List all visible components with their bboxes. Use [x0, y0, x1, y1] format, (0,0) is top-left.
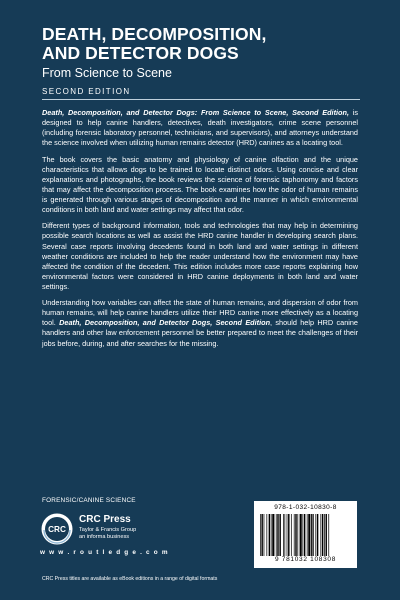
barcode-bar	[271, 514, 272, 556]
barcode-digits: 9 781032 108308	[274, 556, 337, 563]
barcode-bar	[261, 514, 262, 556]
publisher-group: Taylor & Francis Group	[79, 527, 137, 533]
title-line-2: AND DETECTOR DOGS	[42, 43, 239, 63]
description-paragraph-4	[42, 298, 358, 348]
crc-press-logo-icon	[40, 512, 74, 546]
publisher-block	[40, 512, 220, 560]
book-title	[42, 25, 382, 63]
barcode-bar	[308, 514, 310, 556]
edition-label: SECOND EDITION	[42, 87, 131, 96]
book-subtitle: From Science to Scene	[42, 66, 172, 80]
barcode-bar	[284, 514, 285, 556]
paragraph-text: , should help HRD canine handlers and other law enforcement personnel be better prepared to meet the challenges of their jobs before, during, and after searches for the missing.	[42, 318, 358, 348]
barcode-bar	[264, 514, 265, 556]
barcode-bar	[311, 514, 312, 556]
barcode-bars	[260, 514, 351, 556]
barcode-bar	[277, 514, 278, 556]
publisher-url: w w w . r o u t l e d g e . c o m	[40, 549, 169, 556]
publisher-name: CRC Press	[79, 514, 131, 525]
crc-logo-lettering: CRC	[48, 525, 66, 534]
barcode-bar	[260, 514, 261, 556]
book-title-emphasis: Death, Decomposition, and Detector Dogs, Second Edition	[59, 318, 271, 328]
barcode-bar	[295, 514, 296, 556]
description-paragraph-1	[42, 108, 358, 148]
subject-category: FORENSIC/CANINE SCIENCE	[42, 497, 136, 504]
barcode-bar	[320, 514, 321, 556]
barcode-bar	[276, 514, 277, 556]
paragraph-text: is designed to help canine handlers, detectives, death investigators, crime scene personnel (including forensic laboratory personnel, technicians, and supervisors), and attorneys understand the science involved when utilizing human remains detector (HRD) canines as a locating tool.	[42, 108, 358, 148]
barcode-bar	[288, 514, 289, 556]
barcode-bar	[283, 514, 284, 556]
title-line-1: DEATH, DECOMPOSITION,	[42, 24, 267, 44]
barcode-bar	[266, 514, 267, 556]
book-title-emphasis: Death, Decomposition, and Detector Dogs: From Science to Scene, Second Edition,	[42, 108, 349, 117]
barcode-bar	[326, 514, 327, 556]
barcode-bar	[302, 514, 303, 556]
barcode-bar	[300, 514, 302, 556]
barcode-bar	[287, 514, 288, 556]
isbn-barcode	[254, 501, 357, 568]
title-divider	[42, 99, 360, 100]
isbn-number: 978-1-032-10830-8	[274, 504, 337, 511]
barcode-bar	[324, 514, 325, 556]
publisher-business: an informa business	[79, 534, 130, 540]
description-text	[42, 108, 358, 355]
barcode-bar	[272, 514, 274, 556]
barcode-bar	[297, 514, 298, 556]
barcode-bar	[322, 514, 323, 556]
barcode-bar	[313, 514, 314, 556]
barcode-bar	[269, 514, 270, 556]
paragraph-text: Understanding how variables can affect the state of human remains, and dispersion of odor from human remains, will help canine handlers utilize their HRD canine more effectively as a locating tool.	[42, 298, 358, 328]
barcode-bar	[317, 514, 318, 556]
barcode-bar	[328, 514, 329, 556]
barcode-bar	[315, 514, 316, 556]
barcode-bar	[279, 514, 280, 556]
barcode-bar	[304, 514, 305, 556]
ebook-footnote: CRC Press titles are available as eBook editions in a range of digital formats	[42, 576, 218, 582]
barcode-bar	[294, 514, 295, 556]
description-paragraph-3: Different types of background information, tools and technologies that may help in determining possible search locations as well as assist the HRD canine handler in developing search plans. Several case reports involving decedents found in both land and water settings in different weather conditions are included to help the reader understand how the environment may have affected the condition of the decedent. This edition includes more case reports explaining how environmental factors were considered in HRD canine deployments in both land and water settings.	[42, 221, 358, 291]
barcode-bar	[307, 514, 308, 556]
barcode-bar	[291, 514, 292, 556]
description-paragraph-2: The book covers the basic anatomy and physiology of canine olfaction and the unique characteristics that allows dogs to be trained to locate distinct odors. Using concise and clear explanations and photographs, the book reviews the science of forensic taphonomy and factors that may affect the decomposition process. The book examines how the odor of human remains is generated through various stages of decomposition and the manner in which environmental conditions in both land and water settings may affect that odor.	[42, 154, 358, 215]
